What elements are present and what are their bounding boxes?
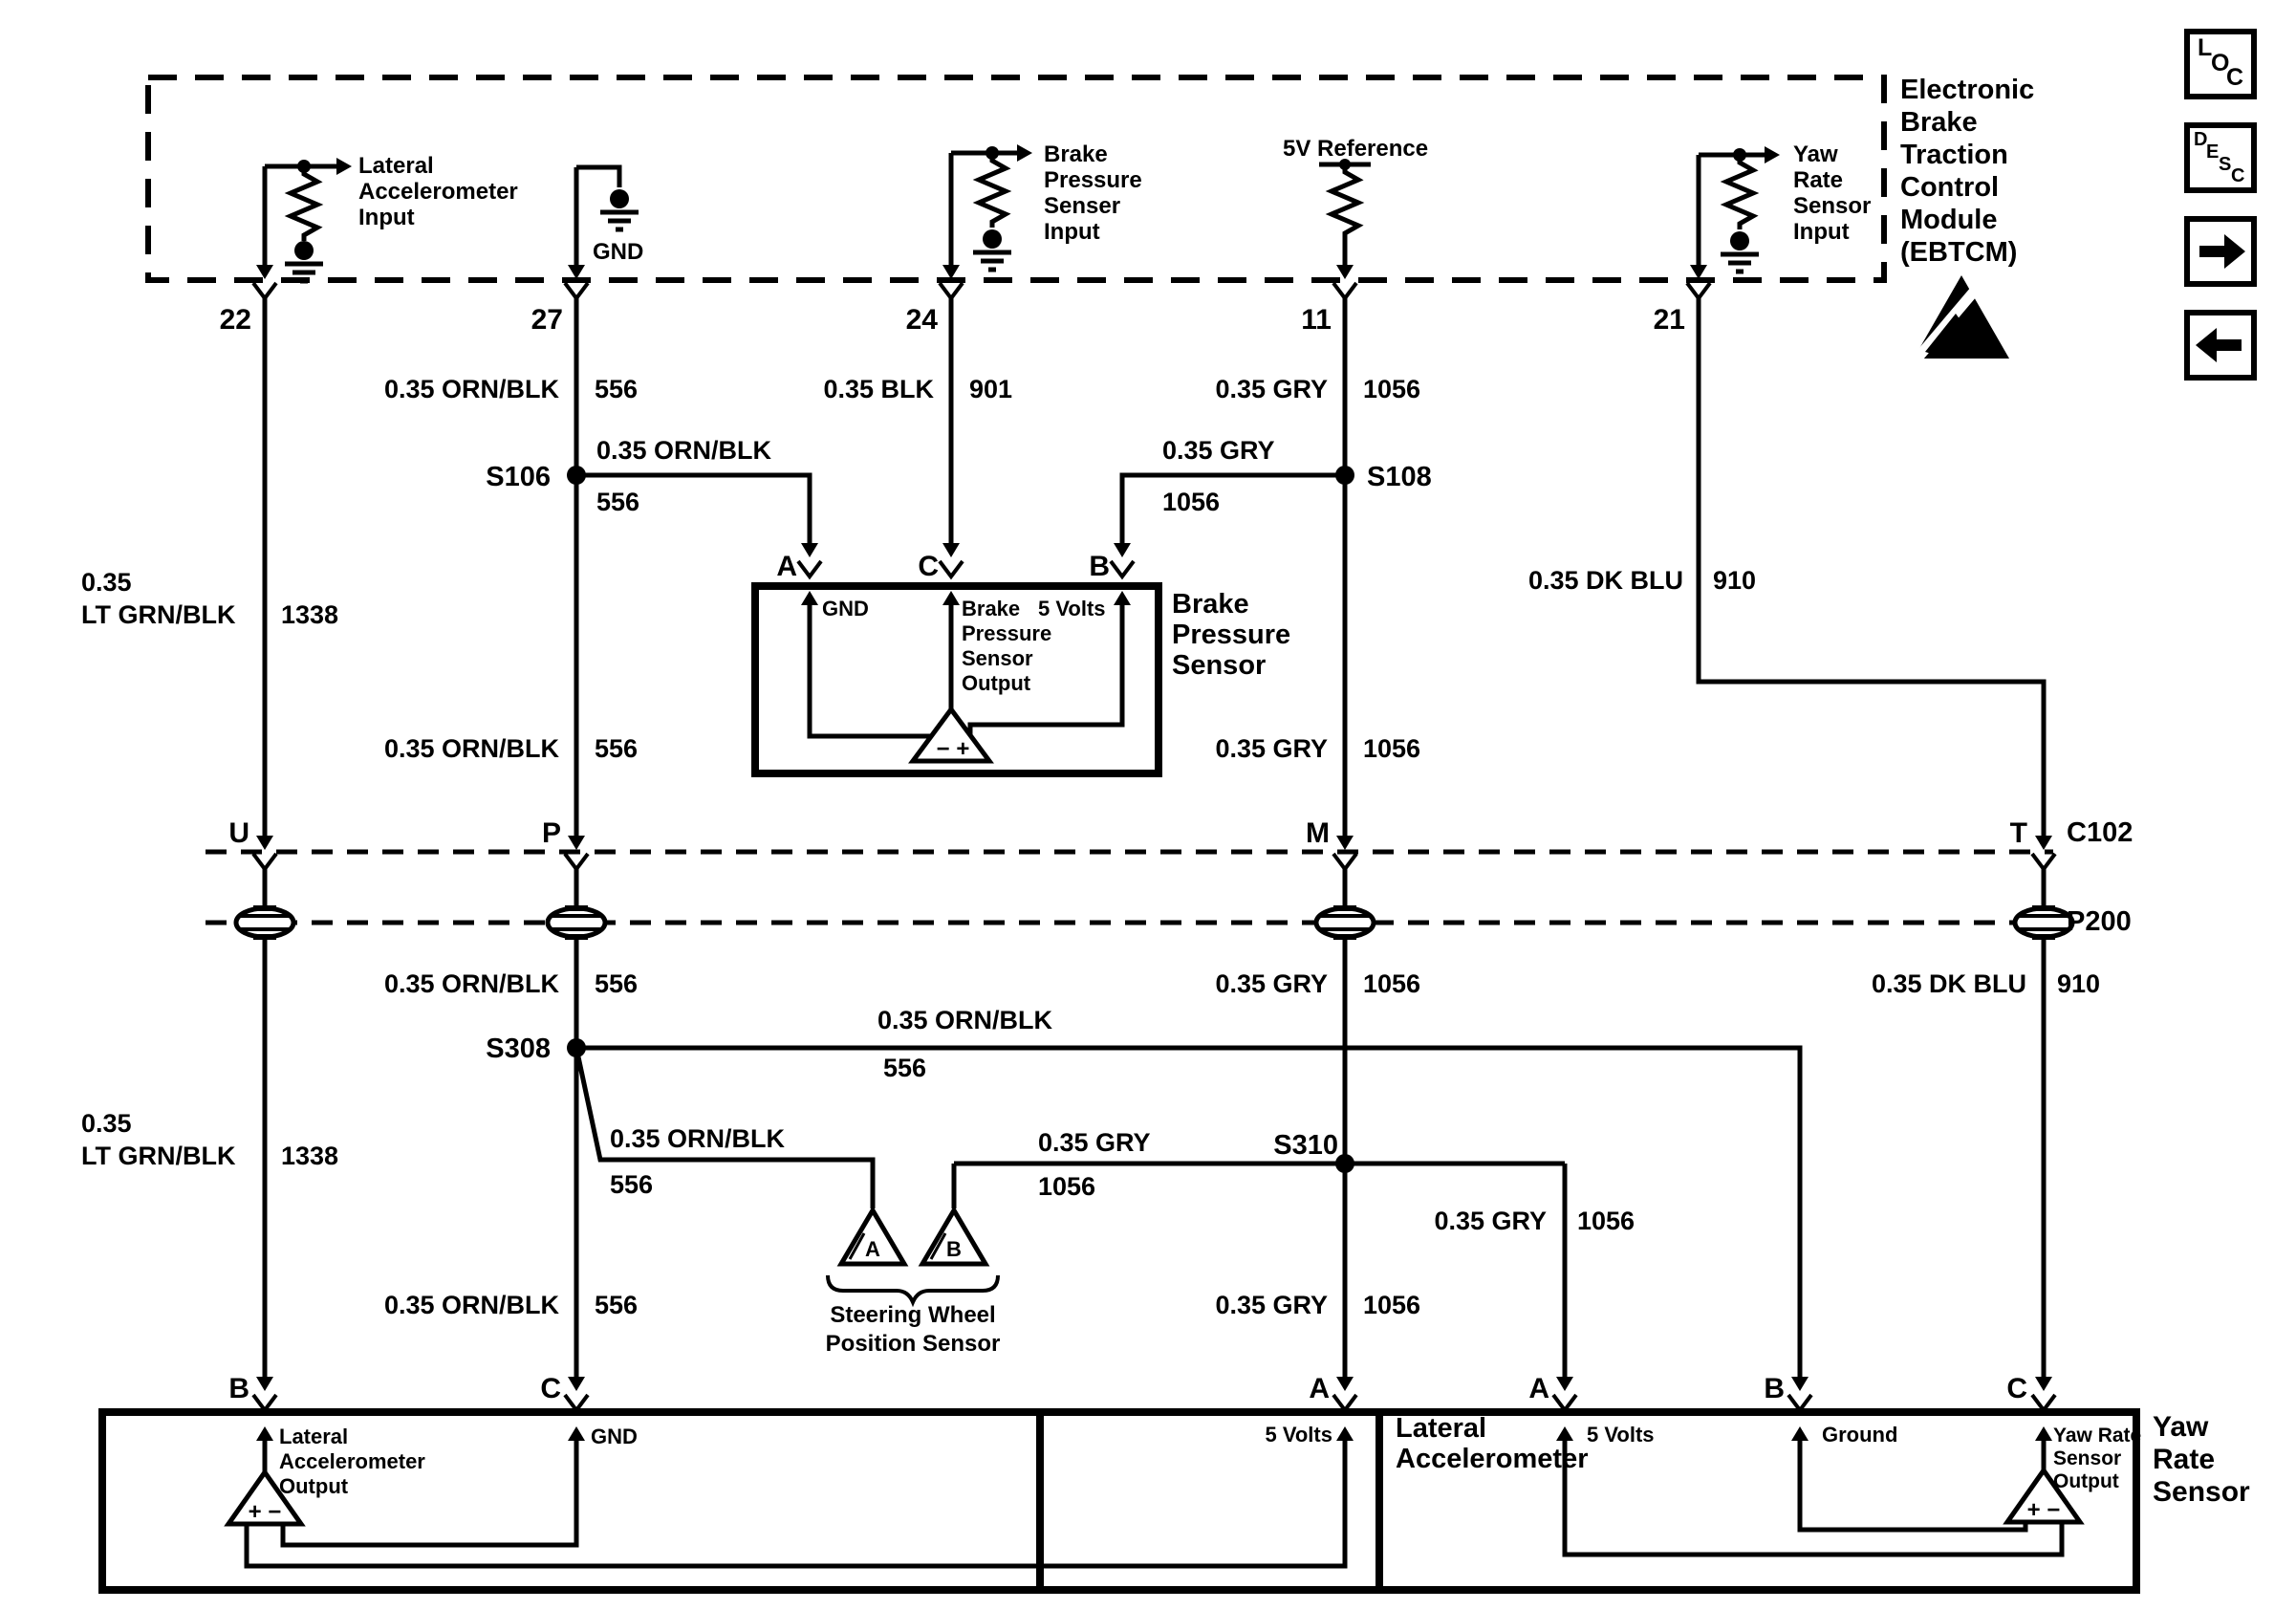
ebtcm-title-line: Control	[1900, 172, 2000, 203]
desc-letter: C	[2231, 165, 2245, 186]
ebtcm-internal-circuits	[265, 153, 1765, 281]
circuit-556: 556	[595, 734, 639, 763]
yaw-output-label: Output	[2053, 1470, 2119, 1492]
wire-dk-blu-910	[1699, 298, 2044, 1377]
yaw-sensor-name: Yaw	[2153, 1411, 2209, 1443]
wire-label-lt-grn-blk: 0.35	[81, 568, 132, 597]
ebtcm-title-line: Brake	[1900, 107, 1978, 138]
circuit-1056: 1056	[1363, 375, 1421, 403]
harness-wires	[265, 298, 2044, 1377]
wire-label-dk-blu: 0.35 DK BLU	[1871, 969, 2026, 998]
circuit-1056: 1056	[1038, 1172, 1096, 1201]
splice-s308-label: S308	[486, 1033, 551, 1064]
c102-pin-t: T	[2009, 817, 2027, 849]
previous-page-button[interactable]	[2184, 310, 2257, 381]
bps-output-label: Sensor	[962, 646, 1033, 670]
bps-pin-a: A	[776, 551, 797, 582]
splice-dot-s106	[567, 466, 586, 485]
lateral-accel-name: Lateral	[1396, 1413, 1487, 1444]
ebtcm-title-line: Electronic	[1900, 75, 2035, 105]
wire-label-gry: 0.35 GRY	[1038, 1128, 1151, 1157]
circuit-556: 556	[595, 375, 639, 403]
left-arrow-icon	[2190, 315, 2251, 375]
lateral-accel-input-label: Accelerometer	[358, 179, 518, 205]
c102-pin-m: M	[1306, 817, 1330, 849]
loc-letter: C	[2226, 64, 2244, 91]
circuit-1056: 1056	[1162, 488, 1221, 516]
splice-s108-branch	[1122, 475, 1345, 543]
desc-button[interactable]	[2184, 122, 2257, 193]
lateral-pin-b: B	[228, 1373, 249, 1404]
yaw-pin-c: C	[2006, 1373, 2027, 1404]
bps-output-label: Brake	[962, 597, 1021, 620]
yaw-rate-input-label: Rate	[1793, 167, 1844, 193]
wire-label-orn-blk: 0.35 ORN/BLK	[877, 1006, 1053, 1034]
lateral-accel-name: Accelerometer	[1396, 1444, 1589, 1474]
steering-terminal-b: B	[946, 1237, 962, 1261]
wire-label-gry: 0.35 GRY	[1162, 436, 1275, 465]
wire-label-orn-blk: 0.35 ORN/BLK	[610, 1124, 786, 1153]
c102-pin-u: U	[228, 817, 249, 849]
yaw-opamp-polarity: + −	[2026, 1497, 2061, 1523]
lateral-gnd-label: GND	[591, 1425, 638, 1448]
pin-11: 11	[1301, 304, 1332, 336]
circuit-1056: 1056	[1577, 1207, 1635, 1235]
desc-letter: S	[2219, 154, 2232, 175]
yaw-rate-input-label: Sensor	[1793, 193, 1872, 219]
yaw-sensor-name: Rate	[2153, 1444, 2216, 1475]
steering-sensor-label: Steering Wheel	[830, 1302, 996, 1328]
splice-s310-label: S310	[1273, 1130, 1338, 1161]
bps-five-volts-label: 5 Volts	[1038, 597, 1106, 620]
splice-dot-s308	[567, 1038, 586, 1057]
brake-pressure-input-label: Senser	[1044, 193, 1121, 219]
circuit-901: 901	[969, 375, 1013, 403]
wire-label-gry: 0.35 GRY	[1434, 1207, 1547, 1235]
wire-label-orn-blk: 0.35 ORN/BLK	[596, 436, 772, 465]
c102-pin-p: P	[541, 817, 561, 849]
pin-21: 21	[1653, 304, 1685, 336]
lateral-five-volts-label: 5 Volts	[1265, 1423, 1332, 1447]
ebtcm-title-line: Traction	[1900, 140, 2008, 170]
five-v-reference-label: 5V Reference	[1283, 136, 1429, 162]
wire-label-orn-blk: 0.35 ORN/BLK	[383, 734, 559, 763]
wire-label-lt-grn-blk: LT GRN/BLK	[81, 600, 236, 629]
bps-name-label: Sensor	[1172, 650, 1267, 681]
circuit-910: 910	[2057, 969, 2101, 998]
yaw-sensor-name: Sensor	[2153, 1476, 2250, 1508]
yaw-output-label: Sensor	[2053, 1447, 2122, 1469]
yaw-output-label: Yaw Rate	[2053, 1425, 2142, 1447]
pin-22: 22	[219, 304, 251, 336]
circuit-1056: 1056	[1363, 734, 1421, 763]
lateral-opamp-polarity: + −	[248, 1499, 282, 1525]
loc-button[interactable]	[2184, 29, 2257, 99]
yaw-ground-label: Ground	[1822, 1423, 1898, 1447]
pin-24: 24	[905, 304, 938, 336]
connector-p200-label: P200	[2067, 906, 2132, 937]
wire-label-lt-grn-blk: LT GRN/BLK	[81, 1142, 236, 1170]
loc-letter: O	[2211, 50, 2230, 76]
ebtcm-title-line: (EBTCM)	[1900, 237, 2018, 268]
circuit-556: 556	[595, 969, 639, 998]
brake-pressure-input-label: Input	[1044, 219, 1100, 245]
p200-grommets	[236, 908, 2072, 937]
steering-sensor-terminals	[841, 1210, 986, 1264]
lateral-accel-input-label: Lateral	[358, 153, 434, 179]
lateral-pin-a: A	[1309, 1373, 1330, 1404]
wire-label-orn-blk: 0.35 ORN/BLK	[383, 1291, 559, 1319]
next-page-button[interactable]	[2184, 216, 2257, 287]
ebtcm-title-line: Module	[1900, 205, 1998, 235]
yaw-rate-input-label: Yaw	[1793, 141, 1838, 167]
bps-name-label: Pressure	[1172, 620, 1291, 650]
steering-terminal-a: A	[865, 1237, 880, 1261]
circuit-1056: 1056	[1363, 969, 1421, 998]
splice-s108-label: S108	[1367, 462, 1432, 492]
wire-label-gry: 0.35 GRY	[1215, 375, 1328, 403]
wire-label-gry: 0.35 GRY	[1215, 969, 1328, 998]
circuit-556: 556	[610, 1170, 654, 1199]
connector-receptacles	[253, 283, 2055, 1410]
wire-label-gry: 0.35 GRY	[1215, 1291, 1328, 1319]
circuit-1338: 1338	[281, 600, 339, 629]
circuit-556: 556	[596, 488, 640, 516]
esd-warning-icon	[1914, 275, 2009, 360]
circuit-1338: 1338	[281, 1142, 339, 1170]
wire-label-blk: 0.35 BLK	[823, 375, 934, 403]
splice-dot-s310	[1335, 1154, 1354, 1173]
wire-label-gry: 0.35 GRY	[1215, 734, 1328, 763]
circuit-556: 556	[883, 1054, 927, 1082]
brake-pressure-input-label: Brake	[1044, 141, 1108, 167]
lateral-pin-c: C	[540, 1373, 561, 1404]
wire-arrowheads	[256, 144, 2052, 1441]
bps-output-label: Pressure	[962, 621, 1052, 645]
brake-pressure-input-label: Pressure	[1044, 167, 1142, 193]
circuit-556: 556	[595, 1291, 639, 1319]
splice-s106-label: S106	[486, 462, 551, 492]
yaw-five-volts-label: 5 Volts	[1587, 1423, 1655, 1447]
yaw-rate-input-label: Input	[1793, 219, 1850, 245]
circuit-1056: 1056	[1363, 1291, 1421, 1319]
bps-pin-c: C	[918, 551, 939, 582]
lateral-output-label: Output	[279, 1474, 349, 1498]
desc-letter: D	[2194, 129, 2208, 150]
lateral-output-label: Accelerometer	[279, 1449, 425, 1473]
loc-letter: L	[2198, 34, 2213, 61]
bps-gnd-label: GND	[822, 597, 869, 620]
bps-opamp-polarity: − +	[936, 736, 970, 762]
steering-sensor-label: Position Sensor	[825, 1331, 1001, 1357]
wire-label-lt-grn-blk: 0.35	[81, 1109, 132, 1138]
pin-27: 27	[531, 304, 563, 336]
yaw-pin-b: B	[1764, 1373, 1785, 1404]
wire-label-dk-blu: 0.35 DK BLU	[1527, 566, 1683, 595]
desc-letter: E	[2206, 141, 2220, 163]
bps-name-label: Brake	[1172, 589, 1249, 620]
wire-label-orn-blk: 0.35 ORN/BLK	[383, 969, 559, 998]
lateral-output-label: Lateral	[279, 1425, 349, 1448]
bps-output-label: Output	[962, 671, 1031, 695]
wire-label-orn-blk: 0.35 ORN/BLK	[383, 375, 559, 403]
steering-sensor-brace	[828, 1275, 998, 1302]
yaw-pin-a: A	[1528, 1373, 1549, 1404]
lateral-accel-input-label: Input	[358, 205, 415, 230]
connector-c102-label: C102	[2067, 817, 2134, 848]
bps-pin-b: B	[1089, 551, 1110, 582]
circuit-910: 910	[1713, 566, 1757, 595]
module-gnd-label: GND	[593, 239, 644, 265]
right-arrow-icon	[2190, 222, 2251, 281]
splice-dot-s108	[1335, 466, 1354, 485]
